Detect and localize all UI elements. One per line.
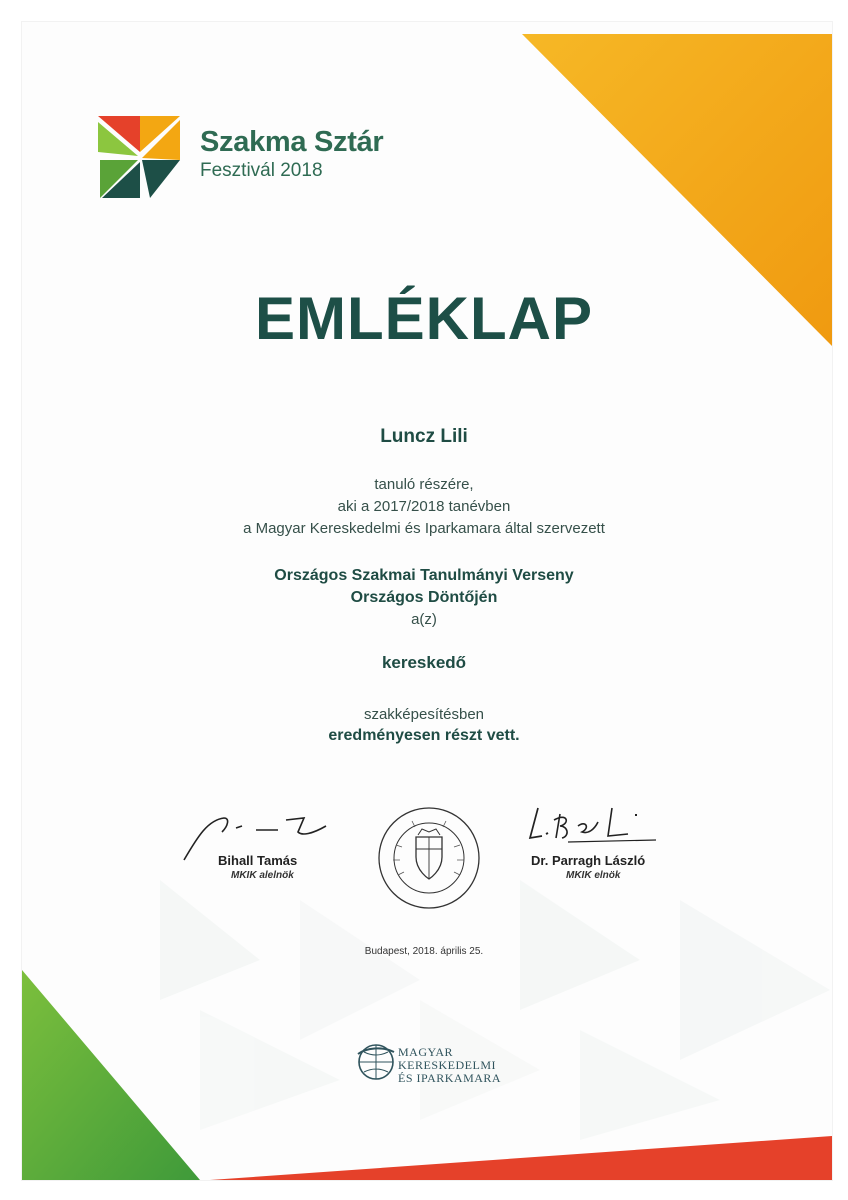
pinwheel-logo-icon [94, 112, 184, 202]
chamber-globe-icon [356, 1042, 396, 1082]
left-signatory-name: Bihall Tamás [218, 853, 298, 868]
body-line-3: a Magyar Kereskedelmi és Iparkamara által szervezett [243, 520, 605, 537]
green-corner-triangle [22, 970, 200, 1180]
chamber-logo-line-1: MAGYAR [398, 1045, 454, 1059]
right-signatory-name: Dr. Parragh László [531, 853, 646, 868]
right-signature-icon [528, 800, 658, 850]
competition-line-1: Országos Szakmai Tanulmányi Verseny [274, 567, 574, 584]
qualification-line: szakképesítésben [363, 706, 485, 723]
body-line-2: aki a 2017/2018 tanévben [337, 498, 511, 515]
body-line-1: tanuló részére, [374, 476, 474, 493]
chamber-stamp-icon [376, 805, 482, 911]
festival-name: Szakma Sztár [200, 126, 384, 158]
faint-triangle-pattern [160, 880, 830, 1140]
festival-subtitle: Fesztivál 2018 [200, 160, 323, 181]
right-signatory-role: MKIK elnök [566, 870, 621, 881]
red-bottom-band [210, 1136, 832, 1180]
chamber-logo-line-3: ÉS IPARKAMARA [398, 1071, 502, 1085]
profession-name: kereskedő [381, 653, 467, 672]
competition-line-2: Országos Döntőjén [350, 589, 498, 606]
recipient-name: Luncz Lili [380, 426, 468, 447]
left-signatory-role: MKIK alelnök [231, 870, 294, 881]
chamber-logo-line-2: KERESKEDELMI [398, 1058, 496, 1072]
certificate-title: EMLÉKLAP [255, 285, 593, 352]
issue-date: Budapest, 2018. április 25. [364, 946, 484, 957]
article-text: a(z) [411, 611, 437, 628]
result-line: eredményesen részt vett. [328, 727, 520, 744]
